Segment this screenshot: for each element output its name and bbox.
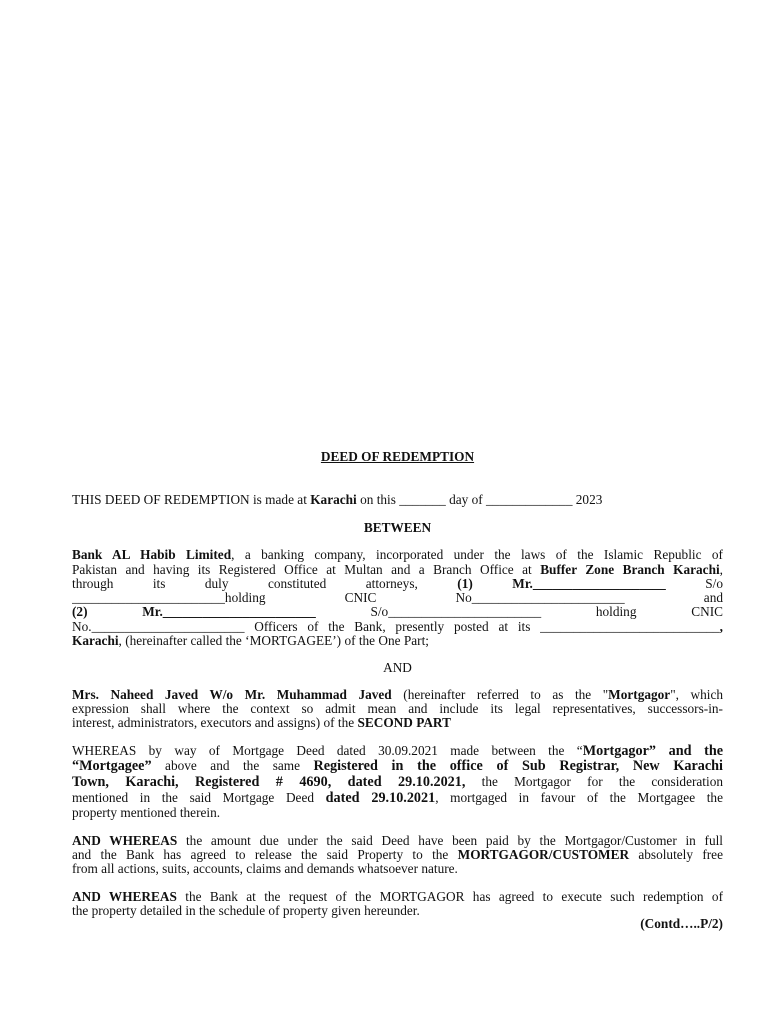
- party2-text: interest, administrators, executors and assigns) of the: [72, 716, 358, 730]
- whereas3-text: AND WHEREAS: [72, 890, 177, 904]
- party1-text: S/o: [665, 577, 723, 591]
- party1-line-6: [72, 620, 723, 634]
- made-place: Karachi: [310, 492, 357, 507]
- party1-line-5: [72, 605, 723, 619]
- mortgagee-city: Karachi: [72, 634, 119, 648]
- whereas1-text: Mortgagor” and the: [582, 744, 723, 759]
- whereas1-line-5: property mentioned therein.: [72, 806, 221, 820]
- party1-text: Pakistan and having its Registered Office at Multan and a Branch Office at: [72, 563, 541, 577]
- whereas3-line-2: the property detailed in the schedule of property given hereunder.: [72, 904, 420, 918]
- party1-text: through its duly constituted attorneys,: [72, 577, 458, 591]
- second-part-label: SECOND PART: [357, 716, 451, 730]
- party1-text: S/o_______________________ holding CNIC: [315, 605, 723, 619]
- whereas3-text: the Bank at the request of the MORTGAGOR has agreed to execute such redemption of: [176, 890, 723, 904]
- whereas1-text: , mortgaged in favour of the Mortgagee the: [435, 791, 723, 805]
- party1-text: ,: [719, 563, 723, 577]
- party2-line-3: [72, 716, 723, 730]
- whereas2-text: MORTGAGOR/CUSTOMER: [457, 848, 630, 862]
- party1-line-7: [72, 634, 723, 648]
- party2-text: (hereinafter referred to as the ": [391, 688, 609, 702]
- whereas1-line-2: [72, 759, 723, 773]
- attorney-1: (1) Mr.____________________: [457, 577, 666, 591]
- bank-name: Bank AL Habib Limited: [72, 548, 232, 562]
- whereas1-text: mentioned in the said Mortgage Deed: [72, 791, 326, 805]
- whereas2-text: and the Bank has agreed to release the said Property to the: [72, 848, 458, 862]
- document-page: [72, 0, 723, 1024]
- party1-line-2: [72, 563, 723, 577]
- party1-line-3: [72, 577, 723, 591]
- whereas2-text: AND WHEREAS: [72, 834, 178, 848]
- attorney-2: (2) Mr._______________________: [72, 605, 316, 619]
- registration-office: Registered in the office of Sub Registrar, New Karachi: [313, 759, 723, 774]
- whereas1-text: the Mortgagor for the consideration: [465, 775, 723, 789]
- made-date-blank: on this _______ day of _____________ 2023: [356, 492, 603, 507]
- party1-text: ,: [719, 620, 723, 634]
- whereas1-text: dated 29.10.2021: [325, 791, 436, 806]
- party1-text: , a banking company, incorporated under the laws of the Islamic Republic of: [231, 548, 723, 562]
- whereas2-text: the amount due under the said Deed have been paid by the Mortgagor/Customer in full: [177, 834, 723, 848]
- registration-details: Town, Karachi, Registered # 4690, dated 29.10.2021,: [72, 775, 466, 790]
- whereas1-line-1: [72, 744, 723, 758]
- party2-line-2: expression shall where the context so admit mean and include its legal representatives, successors-in-: [72, 702, 723, 716]
- party2-line-1: [72, 688, 723, 702]
- whereas2-line-2: [72, 848, 723, 862]
- whereas1-text: above and the same: [151, 759, 314, 773]
- deed-made-line: [72, 493, 723, 507]
- party1-text: No._______________________ Officers of the Bank, presently posted at its ___________________________: [72, 620, 720, 634]
- party1-line-1: [72, 548, 723, 562]
- party1-text: , (hereinafter called the ‘MORTGAGEE’) of the One Part;: [118, 634, 429, 648]
- party1-line-4: _______________________holding CNIC No_______________________ and: [72, 591, 723, 605]
- party2-text: ", which: [670, 688, 723, 702]
- whereas2-line-3: from all actions, suits, accounts, claims and demands whatsoever nature.: [72, 862, 458, 876]
- whereas3-line-1: [72, 890, 723, 904]
- whereas2-line-1: [72, 834, 723, 848]
- and-separator: AND: [383, 660, 412, 675]
- between-heading: BETWEEN: [363, 520, 432, 535]
- made-text: THIS DEED OF REDEMPTION is made at: [72, 492, 311, 507]
- continued-marker: (Contd…..P/2): [640, 916, 723, 931]
- whereas1-text: “Mortgagee”: [72, 759, 152, 774]
- party2-text: Mortgagor: [608, 688, 671, 702]
- deed-title: DEED OF REDEMPTION: [320, 449, 475, 464]
- branch-name: Buffer Zone Branch Karachi: [540, 563, 720, 577]
- whereas1-text: WHEREAS by way of Mortgage Deed dated 30.09.2021 made between the “: [72, 744, 583, 758]
- whereas1-line-4: [72, 791, 723, 805]
- mortgagor-name: Mrs. Naheed Javed W/o Mr. Muhammad Javed: [72, 688, 392, 702]
- whereas1-line-3: [72, 775, 723, 789]
- whereas2-text: absolutely free: [629, 848, 723, 862]
